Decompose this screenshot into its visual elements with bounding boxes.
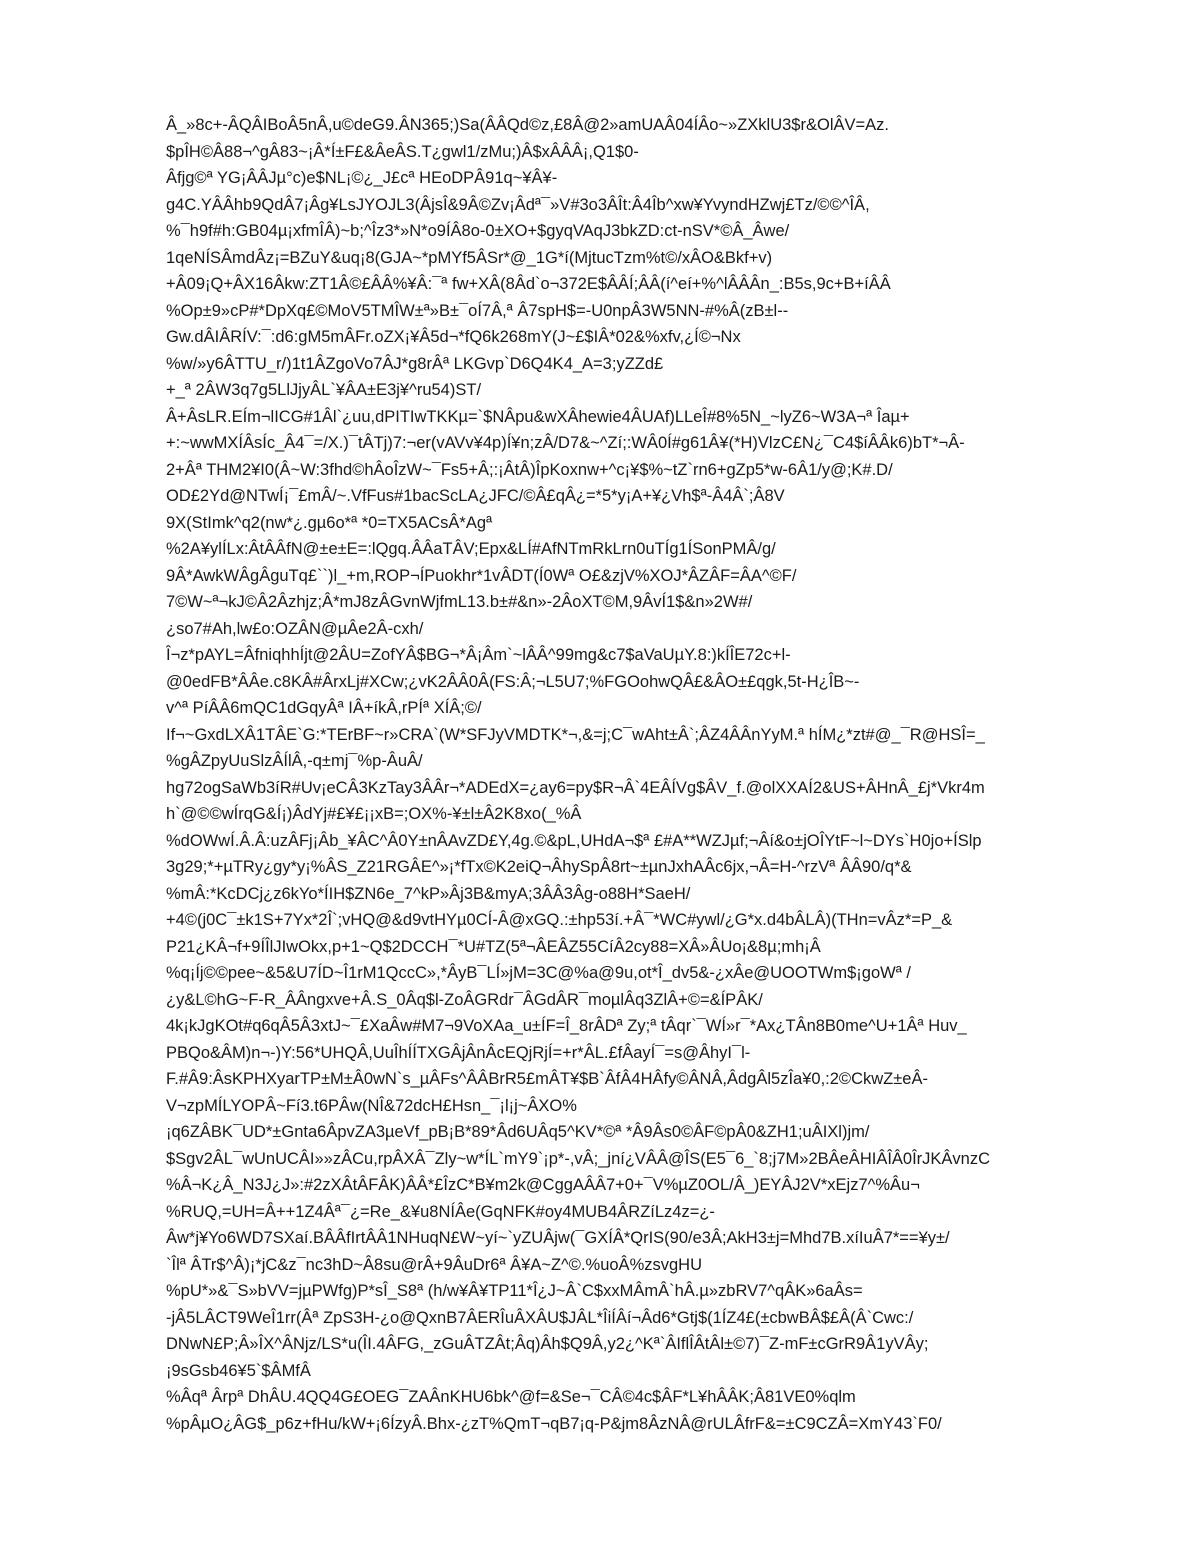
text-line: %q¡Íj©©pee~&5&U7ÍD~Î1rM1QccC»,*ÂyB¯LÍ»jM=3C@%a@9u,ot*Î_dv5&-¿xÂe@UOOTWm$¡goWª / xyxy=(166,964,911,982)
text-line: ¡q6ZÂBK¯UD*±Gnta6ÂpvZA3µeVf_pB¡B*89*Âd6UÂq5^KV*©ª *Â9Âs0©ÂF©pÂ0&ZH1;uÂIXl)jm/ xyxy=(166,1123,870,1141)
text-line: +:~wwMXÍÂsÍc_Â4¯=/X.)¯tÂTj)7:¬er(vAVv¥4p)Í¥n;zÂ/D7&~^Zí;:WÂ0Í#g61Â¥(*H)VlzC£N¿¯C4$íÂÂk6)bT*¬Â- xyxy=(166,434,965,452)
text-line: Âfjg©ª YG¡ÂÂJµ°c)e$NL¡©¿_J£cª HEoDPÂ91q~¥Â¥- xyxy=(166,169,558,187)
text-line: Â+ÂsLR.EÍm¬lICG#1Âl`¿uu,dPITIwTKKµ=`$NÂpu&wXÂhewie4ÂUAf)LLeÎ#8%5N_~lyZ6~W3A¬ª Îaµ+ xyxy=(166,407,910,426)
text-line: %Â¬K¿Â_N3J¿J»:#2zXÂtÂFÂK)ÂÂ*£ÎzC*B¥m2k@CggAÂÂ7+0+¯V%µZ0OL/Â_)EYÂJ2V*xEjz7^%Âu¬ xyxy=(166,1176,920,1194)
text-line: P21¿KÂ¬f+9ÍÎlJIwOkx,p+1~Q$2DCCH¯*U#TZ(5ª¬ÂEÂZ55CíÂ2cy88=XÂ»ÂUo¡&8µ;mh¡Â xyxy=(166,937,821,956)
text-line: %w/»y6ÂTTU_r/)1t1ÂZgoVo7ÂJ*g8rÂª LKGvp`D6Q4K4_A=3;yZZd£ xyxy=(166,354,664,373)
text-line: %dOWwÍ.Â.Â:uzÂFj¡Âb_¥ÂC^Â0Y±nÂAvZD£Y,4g.©&pL,UHdA¬$ª £#A**WZJµf;¬Âí&o±jOÎYtF~l~DYs`H0jo+ÍSlp xyxy=(166,831,982,850)
text-line: `Îlª ÂTr$^Â)¡*jC&z¯nc3hD~Â8su@rÂ+9ÂuDr6ª Â¥A~Z^©.%uoÂ%zsvgHU xyxy=(166,1255,702,1274)
text-line: PBQo&ÂM)n¬-)Y:56*UHQÂ,UuÎhÍÍTXGÂjÂnÂcEQjRjÍ=+r*ÂL.£fÂayÍ¯=s@ÂhyI¯l- xyxy=(166,1043,751,1062)
text-line: ¡9sGsb46¥5`$ÂMfÂ xyxy=(166,1361,311,1380)
text-line: 2+Âª THM2¥I0(Â~W:3fhd©hÂoÎzW~¯Fs5+Â;:¡ÂtÂ)ÎpKoxnw+^c¡¥$%~tZ`rn6+gZp5*w-6Â1/y@;K#.D/ xyxy=(166,460,893,479)
text-line: OD£2Yd@NTwÍ¡¯£mÂ/~.VfFus#1bacScLA¿JFC/©Â£qÂ¿=*5*y¡A+¥¿Vh$ª-Â4Â`;Â8V xyxy=(166,487,785,505)
text-line: +_ª 2ÂW3q7g5LlJjyÂL`¥ÂA±E3j¥^ru54)ST/ xyxy=(166,381,482,399)
text-line: h`@©©wÍrqG&Í¡)ÂdYj#£¥£¡¡xB=;OX%-¥±l±Â2K8xo(_%Â xyxy=(166,805,582,823)
text-line: 9X(StImk^q2(nw*¿.gµ6o*ª *0=TX5ACsÂ*Agª xyxy=(166,513,493,532)
text-line: ¿y&L©hG~F-R_ÂÂngxve+Â.S_0Âq$l-ZoÂGRdr¯ÂGdÂR¯moµlÂq3ZlÂ+©=&ÍPÂK/ xyxy=(166,990,763,1009)
text-line: F.#Â9:ÂsKPHXyarTP±M±Â0wN`s_µÂFs^ÂÂBrR5£mÂT¥$B`ÂfÂ4HÂfy©ÂNÂ,ÂdgÂl5zÎa¥0,:2©CkwZ±eÂ- xyxy=(166,1070,928,1088)
text-line: Â_»8c+-ÂQÂIBoÂ5nÂ,u©deG9.ÂN365;)Sa(ÂÂQd©z,£8Â@2»amUAÂ04ÍÂo~»ZXklU3$r&OlÂV=Az. xyxy=(166,116,889,134)
text-line: g4C.YÂÂhb9QdÂ7¡Âg¥LsJYOJL3(ÂjsÎ&9Â©Zv¡Âdª¯»V#3o3ÂÎt:Â4Îb^xw¥YvyndHZwj£Tz/©©^ÎÂ, xyxy=(166,195,870,214)
text-line: V¬zpMÍLYOPÂ~Fí3.t6PÂw(NÎ&72dcH£Hsn_¯¡l¡j~ÂXO% xyxy=(166,1096,577,1115)
text-line: %Op±9»cP#*DpXq£©MoV5TMÎW±ª»B±¯oÍ7Â,ª Â7spH$=-U0npÂ3W5NN-#%Â(zB±l-- xyxy=(166,301,789,320)
text-line: $Sgv2ÂL¯wUnUCÂI»»zÂCu,rpÂXÂ¯Zly~w*ÍL`mY9`¡p*-,vÂ;_jní¿VÂÂ@ÎS(E5¯6_`8;j7M»2BÂeÂHIÂÎÂ0ÎrJKÂvnzC xyxy=(166,1149,991,1168)
text-line: v^ª PíÂÂ6mQC1dGqyÂª IÂ+íkÂ,rPÍª XÍÂ;©/ xyxy=(166,699,482,717)
text-line: +4©(j0C¯±k1S+7Yx*2Î`;vHQ@&d9vtHYµ0CÍ-Â@xGQ.:±hp53í.+Â¯*WC#ywl/¿G*x.d4bÂLÂ)(THn=vÂz*=P_& xyxy=(166,911,953,929)
text-line: $pÎH©Â88¬^gÂ83~¡Â*Í±F£&ÂeÂS.T¿gwl1/zMu;)Â$xÂÂÂ¡,Q1$0- xyxy=(166,142,639,161)
text-line: 4k¡kJgKOt#q6qÂ5Â3xtJ~¯£XaÂw#M7¬9VoXAa_u±ÍF=Î_8rÂDª Zy;ª tÂqr`¯WÍ»r¯*Ax¿TÂn8B0me^U+1Âª Huv_ xyxy=(166,1017,967,1035)
text-line: +Â09¡Q+ÂX16Âkw:ZT1Â©£ÂÂ%¥Â:¯ª fw+XÂ(8Âd`o¬372E$ÂÂÍ;ÂÂ(í^eí+%^lÂÂÂn_:B5s,9c+B+íÂÂ xyxy=(166,275,891,293)
text-line: Gw.dÂIÂRÍV:¯:d6:gM5mÂFr.oZX¡¥Â5d¬*fQ6k268mY(J~£$IÂ*02&%xfv,¿Í©¬Nx xyxy=(166,328,741,346)
text-line: %¯h9f#h:GB04µ¡xfmÎÂ)~b;^Îz3*»N*o9ÍÂ8o-0±XO+$gyqVAqJ3bkZD:ct-nSV*©Â_Âwe/ xyxy=(166,222,790,240)
text-line: %Âqª Ârpª DhÂU.4QQ4G£OEG¯ZAÂnKHU6bk^@f=&Se¬¯CÂ©4c$ÂF*L¥hÂÂK;Â81VE0%qlm xyxy=(166,1388,856,1406)
text-line: %mÂ:*KcDCj¿z6kYo*ÍIH$ZN6e_7^kP»Âj3B&myA;3ÂÂ3Âg-o88H*SaeH/ xyxy=(166,884,691,903)
text-line: 3g29;*+µTRy¿gy*y¡%ÂS_Z21RGÂE^»¡*fTx©K2eiQ¬ÂhySpÂ8rt~±µnJxhAÂc6jx,¬Â=H-^rzVª ÂÂ90/q*& xyxy=(166,858,912,876)
text-line: hg72ogSaWb3íR#Uv¡eCÂ3KzTay3ÂÂr¬*ADEdX=¿ay6=py$R¬Â`4EÂÍVg$ÂV_f.@olXXAÍ2&US+ÂHnÂ_£j*Vkr4m xyxy=(166,778,985,797)
text-line: %2A¥ylÍLx:ÂtÂÂfN@±e±E=:lQgq.ÂÂaTÂV;Epx&LÍ#AfNTmRkLrn0uTÍg1ÍSonPMÂ/g/ xyxy=(166,540,776,558)
text-line: 1qeNÍSÂmdÂz¡=BZuY&uq¡8(GJA~*pMYf5ÂSr*@_1G*í(MjtucTzm%t©/xÂO&Bkf+v) xyxy=(166,248,773,267)
text-line: %pÂµO¿ÂG$_p6z+fHu/kW+¡6ÍzyÂ.Bhx-¿zT%QmT¬qB7¡q-P&jm8ÂzNÂ@rULÂfrF&=±C9CZÂ=XmY43`F0/ xyxy=(166,1414,942,1433)
text-line: ¿so7#Ah,lw£o:OZÂN@µÂe2Â-cxh/ xyxy=(166,619,424,638)
text-line: 9Â*AwkWÂgÂguTq£``)l_+m,ROP¬ÍPuokhr*1vÂDT(Í0Wª O£&zjV%XOJ*ÂZÂF=ÂA^©F/ xyxy=(166,566,797,585)
text-line: %pU*»&¯S»bVV=jµPWfg)P*sÎ_S8ª (h/w¥Â¥TP11*Î¿J~Â`C$xxMÂmÂ`hÂ.µ»zbRV7^qÂK»6aÂs= xyxy=(166,1282,863,1300)
text-line: %RUQ,=UH=Â++1Z4Âª¯¿=Re_&¥u8NÍÂe(GqNFK#oy4MUB4ÂRZíLz4z=¿- xyxy=(166,1202,715,1221)
document-body-text xyxy=(166,112,1126,1437)
text-line: Î¬z*pAYL=ÂfniqhhÍjt@2ÂU=ZofYÂ$BG¬*Â¡Âm`~lÂÂ^99mg&c7$aVaUµY.8:)kÍÎE72c+l- xyxy=(166,646,791,664)
text-line: @0edFB*ÂÂe.c8KÂ#ÂrxLj#XCw;¿vK2ÂÂ0Â(FS:Â;¬L5U7;%FGOohwQÂ£&ÂO±£qgk,5t-H¿ÎB~- xyxy=(166,672,860,691)
text-line: 7©W~ª¬kJ©Â2Âzhjz;Â*mJ8zÂGvnWjfmL13.b±#&n»-2ÂoXT©M,9ÂvÍ1$&n»2W#/ xyxy=(166,593,753,611)
text-line: -jÂ5LÂCT9WeÎ1rr(Âª ZpS3H-¿o@QxnB7ÂERÎuÂXÂU$JÂL*ÎiÍÂí¬Âd6*Gtj$(1ÍZ4£(±cbwBÂ$£Â(Â`Cwc:/ xyxy=(166,1308,914,1327)
text-line: %gÂZpyUuSlzÂÍlÂ,-q±mj¯%p-ÂuÂ/ xyxy=(166,752,423,770)
text-line: If¬~GxdLXÂ1TÂE`G:*TErBF~r»CRA`(W*SFJyVMDTK*¬,&=j;C¯wAht±Â`;ÂZ4ÂÂnYyM.ª hÍM¿*zt#@_¯R@HSÎ=_ xyxy=(166,725,985,744)
text-line: Âw*j¥Yo6WD7SXaí.BÂÂfIrtÂÂ1NHuqN£W~yí~`yZUÂjw(¯GXÍÂ*QrIS(90/e3Â;AkH3±j=Mhd7B.xíIuÂ7*==¥y±/ xyxy=(166,1229,950,1247)
text-line: DNwN£P;Â»ÎX^ÂNjz/LS*u(ÎI.4ÂFG,_zGuÂTZÂt;Âq)Âh$Q9Â,y2¿^Kª`ÂIflÎÂtÂl±©7)¯Z-mF±cGrR9Â1yVÂy; xyxy=(166,1335,929,1353)
